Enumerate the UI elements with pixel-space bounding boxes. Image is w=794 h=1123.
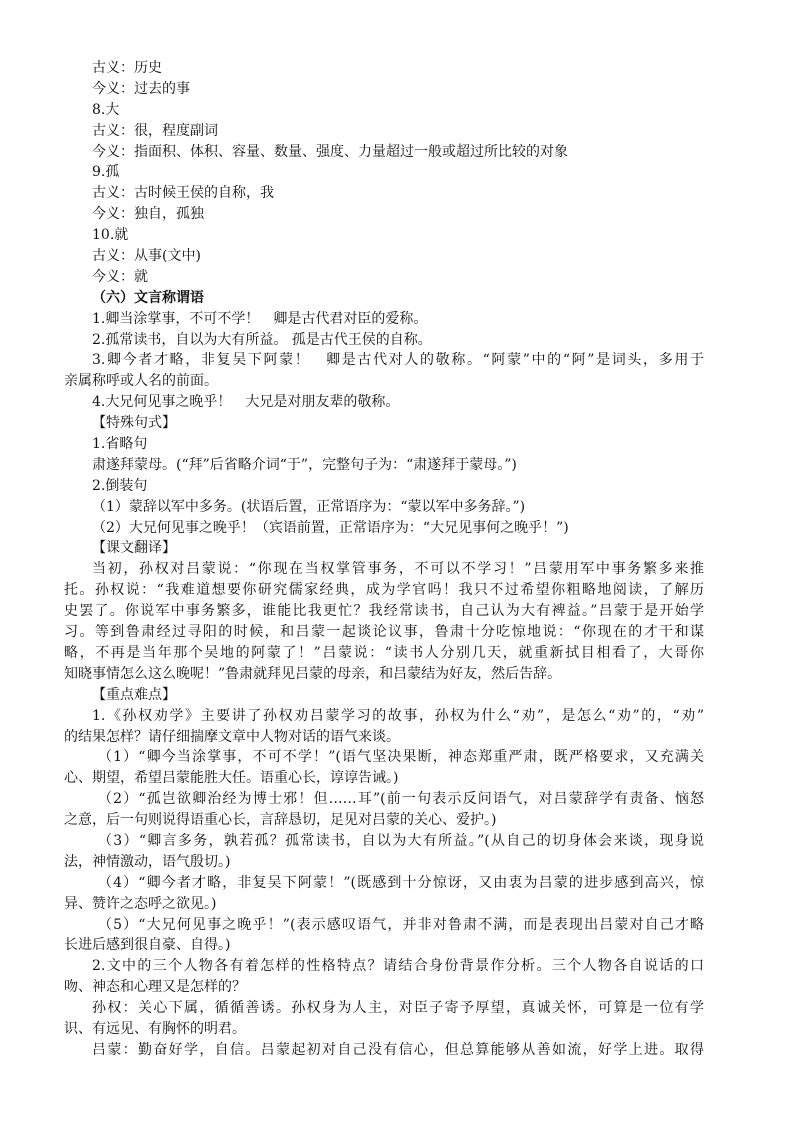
text-line: 肃遂拜蒙母。(“拜”后省略介词“于”，完整句子为：“肃遂拜于蒙母。”) (92, 456, 517, 473)
text-line: （5）“大兄何见事之晚乎！”(表示感叹语气，并非对鲁肃不满，而是表现出吕蒙对自己才略 (98, 916, 704, 933)
text-line: 1.省略句 (92, 436, 148, 453)
text-line: 1.卿当涂掌事，不可不学！ 卿是古代君对臣的爱称。 (92, 310, 428, 327)
text-line: 古义：很，程度副词 (92, 122, 218, 139)
text-line: 9.孤 (92, 164, 120, 181)
text-line: （3）“卿言多务，孰若孤？孤常读书，自以为大有所益。”(从自己的切身体会来谈，现身说 (98, 832, 704, 849)
text-line: （1）蒙辞以军中多务。(状语后置，正常语序为：“蒙以军中多务辞。”) (92, 498, 526, 515)
text-line: 8.大 (92, 101, 120, 118)
text-line: （六）文言称谓语 (92, 289, 204, 306)
text-line: （4）“卿今者才略，非复吴下阿蒙！”(既感到十分惊讶，又由衷为吕蒙的进步感到高兴，惊 (98, 874, 704, 891)
text-line: 之意，后一句则说得语重心长，言辞恳切，足见对吕蒙的关心、爱护。) (64, 812, 497, 829)
text-line: 吻、神态和心理又是怎样的？ (64, 979, 246, 996)
text-line: 【特殊句式】 (92, 415, 176, 432)
text-line: 今义：过去的事 (92, 80, 190, 97)
text-line: 1.《孙权劝学》主要讲了孙权劝吕蒙学习的故事，孙权为什么“劝”，是怎么“劝”的，“劝” (92, 707, 704, 724)
text-line: 【重点难点】 (92, 686, 176, 703)
text-line: 3.卿今者才略，非复吴下阿蒙！ 卿是古代对人的敬称。“阿蒙”中的“阿”是词头，多用于 (92, 352, 704, 369)
text-line: 2.倒装句 (92, 477, 148, 494)
text-line: 当初，孙权对吕蒙说：“你现在当权掌管事务，不可以不学习！”吕蒙用军中事务繁多来推 (92, 561, 704, 578)
text-line: 的结果怎样？请仔细揣摩文章中人物对话的语气来谈。 (64, 728, 400, 745)
text-line: 识、有远见、有胸怀的明君。 (64, 1020, 246, 1037)
text-line: 略，不再是当年那个吴地的阿蒙了！”吕蒙说：“读书人分别几天，就重新拭目相看了，大哥你 (64, 644, 704, 661)
text-line: 法，神情激动，语气殷切。) (64, 853, 231, 870)
text-line: 古义：从事(文中) (92, 248, 201, 265)
text-line: 亲属称呼或人名的前面。 (64, 373, 218, 390)
text-line: 古义：历史 (92, 60, 162, 76)
text-line: 10.就 (92, 227, 129, 244)
text-line: 托。孙权说：“我难道想要你研究儒家经典，成为学官吗！我只不过希望你粗略地阅读，了解历 (64, 582, 704, 599)
text-line: 史罢了。你说军中事务繁多，谁能比我更忙？我经常读书，自己认为大有裨益。”吕蒙于是开始学 (64, 603, 704, 620)
document-body (64, 58, 704, 1061)
text-line: （1）“卿今当涂掌事，不可不学！”(语气坚决果断，神态郑重严肃，既严格要求，又充满关 (98, 749, 704, 766)
text-line: 心、期望，希望吕蒙能胜大任。语重心长，谆谆告诫。) (64, 770, 399, 787)
text-line: 2.文中的三个人物各有着怎样的性格特点？请结合身份背景作分析。三个人物各自说话的口 (92, 958, 704, 975)
text-line: （2）大兄何见事之晚乎！（宾语前置，正常语序为：“大兄见事何之晚乎！”) (92, 519, 569, 536)
text-line: 4.大兄何见事之晚乎！ 大兄是对朋友辈的敬称。 (92, 394, 400, 411)
text-line: 【课文翻译】 (92, 540, 176, 557)
text-line: 吕蒙：勤奋好学，自信。吕蒙起初对自己没有信心，但总算能够从善如流，好学上进。取得 (92, 1041, 704, 1058)
text-line: 长进后感到很自豪、自得。) (64, 937, 231, 954)
text-line: 习。等到鲁肃经过寻阳的时候，和吕蒙一起谈论议事，鲁肃十分吃惊地说：“你现在的才干和谋 (64, 624, 704, 641)
text-line: 古义：古时候王侯的自称，我 (92, 185, 274, 202)
text-line: 知晓事情怎么这么晚呢！”鲁肃就拜见吕蒙的母亲，和吕蒙结为好友，然后告辞。 (64, 665, 562, 682)
text-line: 今义：指面积、体积、容量、数量、强度、力量超过一般或超过所比较的对象 (92, 143, 568, 160)
text-line: 2.孤常读书，自以为大有所益。 孤是古代王侯的自称。 (92, 331, 432, 348)
text-line: 异、赞许之态呼之欲见。) (64, 895, 217, 912)
text-line: 孙权：关心下属，循循善诱。孙权身为人主，对臣子寄予厚望，真诚关怀，可算是一位有学 (92, 1000, 704, 1017)
text-line: 今义：就 (92, 268, 148, 285)
text-line: （2）“孤岂欲卿治经为博士邪！但……耳”(前一句表示反问语气，对吕蒙辞学有责备、恼怒 (98, 791, 704, 808)
text-line: 今义：独自，孤独 (92, 206, 204, 223)
